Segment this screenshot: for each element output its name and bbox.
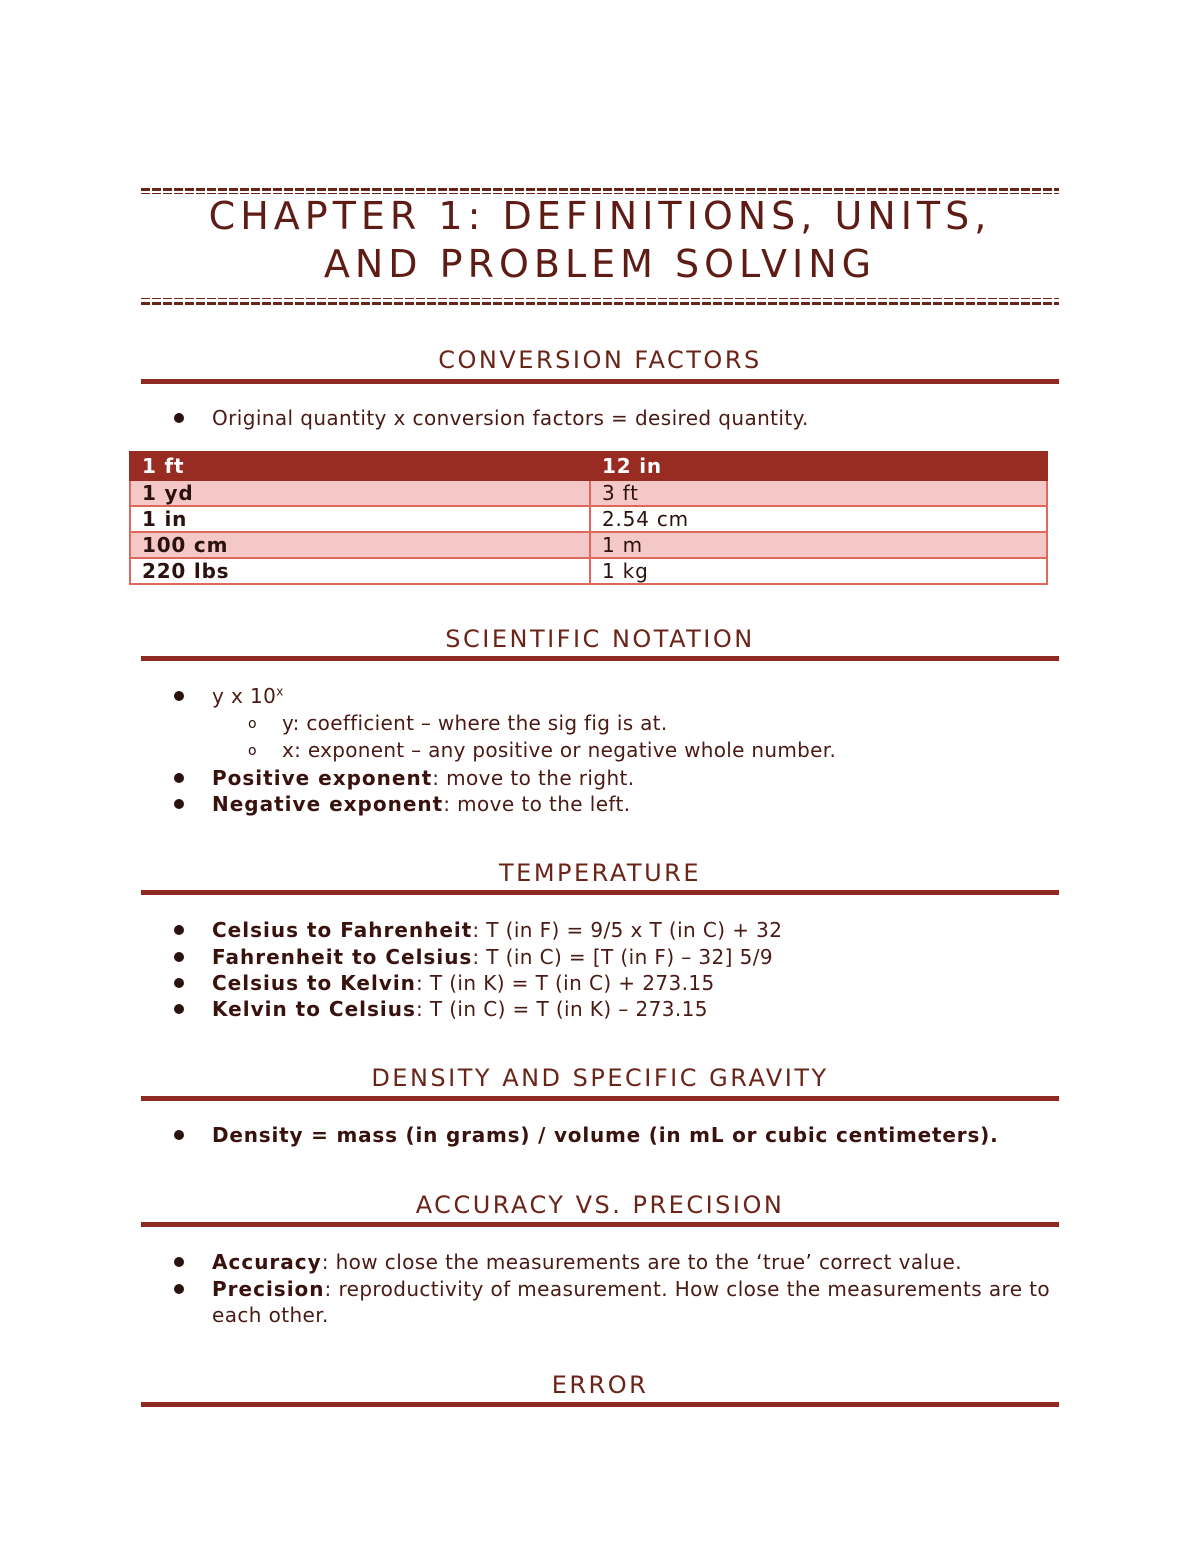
section-rule-error <box>141 1402 1059 1407</box>
precision-item <box>212 1276 1052 1328</box>
sub-bullet-icon: o <box>248 743 257 759</box>
formula-exponent: x <box>276 684 284 699</box>
table-cell-right: 3 ft <box>590 480 1047 506</box>
conversion-table <box>129 451 1048 585</box>
item-text: : T (in C) = [T (in F) – 32] 5/9 <box>472 945 774 969</box>
table-row-header <box>130 452 1047 480</box>
chapter-title-line-2: AND PROBLEM SOLVING <box>323 242 877 286</box>
item-text: : T (in F) = 9/5 x T (in C) + 32 <box>472 918 783 942</box>
bullet-icon <box>174 413 184 423</box>
table-cell-left: 1 ft <box>130 452 590 480</box>
title-bottom-rule-thin <box>141 298 1059 299</box>
table-row <box>130 480 1047 506</box>
section-rule-scientific-notation <box>141 656 1059 661</box>
section-heading-error: ERROR <box>551 1371 649 1399</box>
table-cell-right: 1 m <box>590 532 1047 558</box>
temperature-item-k-to-c <box>212 996 1062 1022</box>
section-rule-conversion-factors <box>141 379 1059 384</box>
bullet-icon <box>174 1257 184 1267</box>
table-cell-right: 12 in <box>590 452 1047 480</box>
chapter-title-line-1: CHAPTER 1: DEFINITIONS, UNITS, <box>208 194 992 238</box>
section-heading-conversion-factors: CONVERSION FACTORS <box>438 346 762 374</box>
title-top-rule <box>141 188 1059 191</box>
temperature-item-c-to-f <box>212 917 1062 943</box>
section-heading-density: DENSITY AND SPECIFIC GRAVITY <box>371 1064 829 1092</box>
scientific-formula <box>212 683 1062 709</box>
title-bottom-rule <box>141 302 1059 305</box>
density-formula: Density = mass (in grams) / volume (in mL or cubic centimeters). <box>212 1123 999 1147</box>
table-row <box>130 532 1047 558</box>
item-text: : reproductivity of measurement. How close the measurements are to each other. <box>212 1277 1051 1327</box>
formula-base: y x 10 <box>212 684 277 708</box>
negative-exponent-item <box>212 791 1062 817</box>
positive-exponent-item <box>212 765 1062 791</box>
bullet-icon <box>174 691 184 701</box>
item-text: : move to the right. <box>432 766 635 790</box>
item-text: : T (in C) = T (in K) – 273.15 <box>415 997 708 1021</box>
sub-item-exponent: x: exponent – any positive or negative whole number. <box>282 738 837 762</box>
section-rule-accuracy-precision <box>141 1222 1059 1227</box>
section-rule-density <box>141 1096 1059 1101</box>
table-cell-left: 100 cm <box>130 532 590 558</box>
bullet-icon <box>174 925 184 935</box>
item-text: : T (in K) = T (in C) + 273.15 <box>415 971 715 995</box>
chapter-title <box>141 192 1059 288</box>
table-row <box>130 558 1047 584</box>
item-term: Celsius to Fahrenheit <box>212 918 473 942</box>
bullet-icon <box>174 1004 184 1014</box>
item-term: Fahrenheit to Celsius <box>212 945 473 969</box>
table-cell-left: 1 yd <box>130 480 590 506</box>
table-row <box>130 506 1047 532</box>
table-cell-right: 2.54 cm <box>590 506 1047 532</box>
bullet-icon <box>174 952 184 962</box>
table-cell-left: 1 in <box>130 506 590 532</box>
bullet-icon <box>174 799 184 809</box>
bullet-icon <box>174 1284 184 1294</box>
temperature-item-f-to-c <box>212 944 1062 970</box>
sub-bullet-icon: o <box>248 716 257 732</box>
section-heading-accuracy-precision: ACCURACY VS. PRECISION <box>415 1191 785 1219</box>
item-term: Negative exponent <box>212 792 444 816</box>
accuracy-item <box>212 1249 1062 1275</box>
item-term: Precision <box>212 1277 325 1301</box>
section-rule-temperature <box>141 890 1059 895</box>
bullet-icon <box>174 1130 184 1140</box>
table-cell-left: 220 lbs <box>130 558 590 584</box>
bullet-icon <box>174 773 184 783</box>
bullet-icon <box>174 978 184 988</box>
temperature-item-c-to-k <box>212 970 1062 996</box>
item-text: : move to the left. <box>443 792 631 816</box>
section-heading-scientific-notation: SCIENTIFIC NOTATION <box>445 625 755 653</box>
item-text: : how close the measurements are to the ‘true’ correct value. <box>321 1250 962 1274</box>
conversion-bullet-text: Original quantity x conversion factors = desired quantity. <box>212 406 809 430</box>
sub-item-coefficient: y: coefficient – where the sig fig is at. <box>282 711 668 735</box>
item-term: Celsius to Kelvin <box>212 971 416 995</box>
item-term: Kelvin to Celsius <box>212 997 416 1021</box>
item-term: Positive exponent <box>212 766 433 790</box>
section-heading-temperature: TEMPERATURE <box>499 859 701 887</box>
item-term: Accuracy <box>212 1250 322 1274</box>
table-cell-right: 1 kg <box>590 558 1047 584</box>
